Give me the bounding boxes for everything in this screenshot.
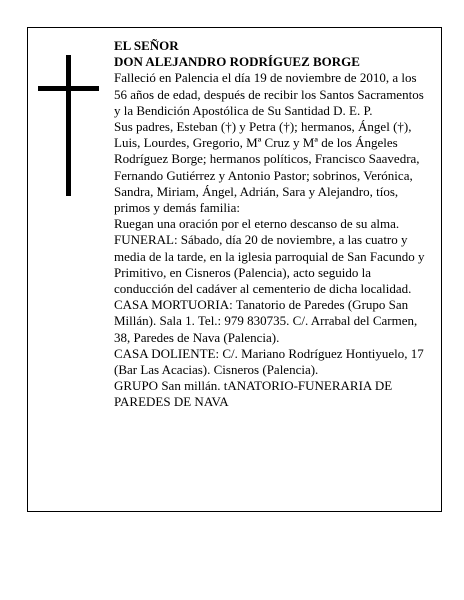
family-paragraph: Sus padres, Esteban (†) y Petra (†); hermanos, Ángel (†), Luis, Lourdes, Gregorio, Mª Cruz y Mª de los Ángeles Rodríguez Borge; hermanos políticos, Francisco Saavedra, Fernando Gutiérrez y Antonio Pastor; sobrinos, Verónica, Sandra, Miriam, Ángel, Adrián, Sara y Alejandro, tíos, primos y demás familia:	[114, 119, 420, 216]
heading-title: EL SEÑOR	[114, 38, 179, 53]
death-notice-paragraph: Falleció en Palencia el día 19 de noviembre de 2010, a los 56 años de edad, después de recibir los Santos Sacramentos y la Bendición Apostólica de Su Santidad D. E. P.	[114, 70, 424, 118]
prayer-request: Ruegan una oración por el eterno descanso de su alma.	[114, 216, 400, 232]
cross-icon-horizontal	[38, 86, 99, 91]
mortuary-info: CASA MORTUORIA: Tanatorio de Paredes (Grupo San Millán). Sala 1. Tel.: 979 830735. C/. Arrabal del Carmen, 38, Paredes de Nava (Palencia).	[114, 297, 418, 345]
obituary-text	[114, 38, 426, 411]
cross-icon-vertical	[66, 55, 71, 196]
funeral-home-signature: GRUPO San millán. tANATORIO-FUNERARIA DE PAREDES DE NAVA	[114, 378, 393, 410]
deceased-name: DON ALEJANDRO RODRÍGUEZ BORGE	[114, 54, 360, 70]
mourning-home-info: CASA DOLIENTE: C/. Mariano Rodríguez Hontiyuelo, 17 (Bar Las Acacias). Cisneros (Palencia).	[114, 345, 424, 378]
funeral-info: FUNERAL: Sábado, día 20 de noviembre, a las cuatro y media de la tarde, en la iglesia parroquial de San Facundo y Primitivo, en Cisneros (Palencia), acto seguido la conducción del cadáver al cementerio de dicha localidad.	[114, 232, 425, 297]
